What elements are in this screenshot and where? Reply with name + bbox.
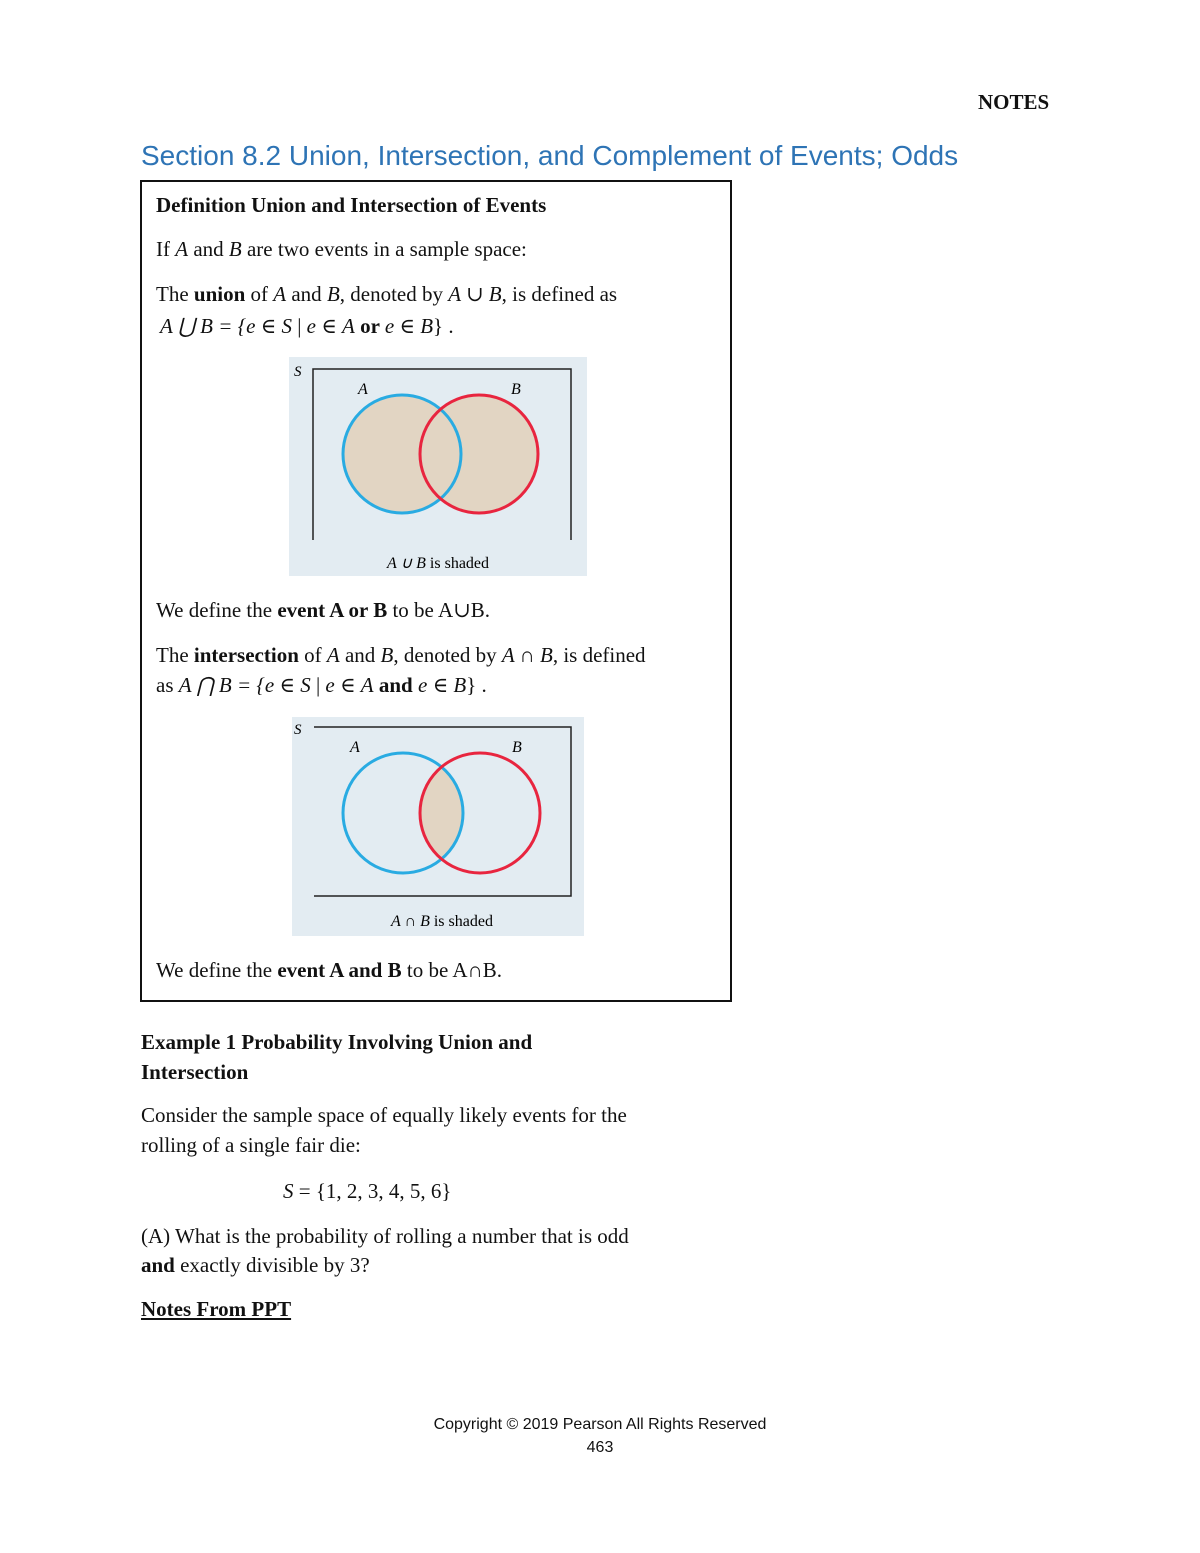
page-number: 463 bbox=[586, 1439, 614, 1456]
definition-intro: If A and B are two events in a sample space: bbox=[156, 237, 527, 261]
question-a-line1: (A) What is the probability of rolling a number that is odd bbox=[141, 1224, 629, 1248]
venn-union-diagram bbox=[289, 357, 587, 576]
label-b: B bbox=[512, 739, 522, 756]
copyright-footer: Copyright © 2019 Pearson All Rights Reserved bbox=[433, 1416, 767, 1433]
label-b: B bbox=[511, 381, 521, 398]
sample-space-set: S = {1, 2, 3, 4, 5, 6} bbox=[283, 1179, 452, 1203]
venn-union-caption: A ∪ B is shaded bbox=[386, 555, 490, 572]
notes-from-ppt-link[interactable]: Notes From PPT bbox=[141, 1297, 292, 1321]
event-or-definition: We define the event A or B to be A∪B. bbox=[156, 598, 490, 622]
union-definition: The union of A and B, denoted by A ∪ B, is defined as bbox=[156, 282, 618, 306]
notes-label: NOTES bbox=[978, 90, 1050, 114]
label-a: A bbox=[350, 739, 360, 756]
example-title-line1: Example 1 Probability Involving Union and bbox=[141, 1030, 533, 1054]
section-title: Section 8.2 Union, Intersection, and Complement of Events; Odds bbox=[141, 140, 959, 171]
intersection-definition: The intersection of A and B, denoted by A ∩ B, is defined bbox=[156, 643, 646, 667]
union-formula: A ⋃ B = {e ∈ S | e ∈ A or e ∈ B} . bbox=[160, 314, 454, 338]
example-title-line2: Intersection bbox=[141, 1060, 249, 1084]
event-and-definition: We define the event A and B to be A∩B. bbox=[156, 958, 502, 982]
example-body-line2: rolling of a single fair die: bbox=[141, 1133, 361, 1157]
venn-intersection-caption: A ∩ B is shaded bbox=[391, 913, 493, 930]
label-s: S bbox=[294, 364, 302, 380]
label-s: S bbox=[294, 722, 302, 738]
example-body-line1: Consider the sample space of equally likely events for the bbox=[141, 1103, 627, 1127]
venn-intersection-diagram bbox=[292, 717, 584, 936]
intersection-formula: as A ⋂ B = {e ∈ S | e ∈ A and e ∈ B} . bbox=[156, 673, 487, 697]
definition-heading: Definition Union and Intersection of Events bbox=[156, 193, 547, 217]
question-a-line2: and exactly divisible by 3? bbox=[141, 1253, 370, 1277]
label-a: A bbox=[358, 381, 368, 398]
